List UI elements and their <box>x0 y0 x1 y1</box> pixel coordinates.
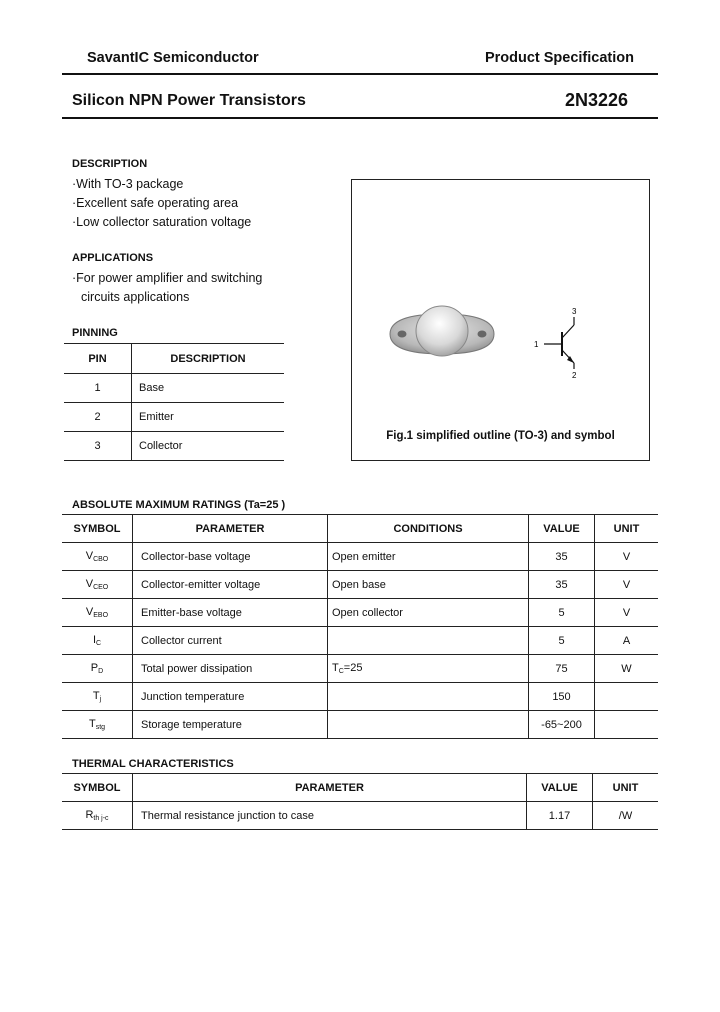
column-header: DESCRIPTION <box>132 344 285 374</box>
symbol-cell <box>62 543 133 571</box>
value-cell: 5 <box>529 599 595 627</box>
description-heading: DESCRIPTION <box>72 158 148 170</box>
parameter-cell: Total power dissipation <box>133 655 328 683</box>
product-family: Silicon NPN Power Transistors <box>72 92 306 109</box>
pin-description: Emitter <box>132 403 285 432</box>
symbol-cell <box>62 683 133 711</box>
conditions-cell: Open emitter <box>328 543 529 571</box>
symbol-cell <box>62 627 133 655</box>
symbol: I <box>92 634 96 646</box>
absolute-maximum-ratings-table <box>62 514 658 739</box>
symbol-subscript: j <box>99 696 102 703</box>
unit-cell: W <box>595 655 659 683</box>
symbol-subscript: EBO <box>93 612 109 619</box>
company-name: SavantIC Semiconductor <box>87 50 259 66</box>
header-rule-bottom <box>62 117 658 119</box>
symbol-subscript: stg <box>95 724 106 731</box>
value-cell: 35 <box>529 571 595 599</box>
column-header: PIN <box>64 344 132 374</box>
header-rule-top <box>62 73 658 75</box>
unit-cell: V <box>595 571 659 599</box>
pinning-heading: PINNING <box>72 327 118 339</box>
table-row <box>62 543 658 571</box>
condition-value: =25 <box>343 662 363 674</box>
symbol-subscript: C <box>96 640 102 647</box>
part-number: 2N3226 <box>564 90 628 110</box>
description-line: ·Low collector saturation voltage <box>72 215 252 229</box>
conditions-cell: Open base <box>328 571 529 599</box>
value-cell: 1.17 <box>527 802 593 830</box>
symbol-subscript: th j-c <box>93 815 109 822</box>
table-row <box>62 627 658 655</box>
pinning-table <box>64 343 284 461</box>
table-header-row <box>64 344 284 374</box>
column-header: SYMBOL <box>62 515 133 543</box>
unit-cell <box>595 683 659 711</box>
unit-cell: /W <box>593 802 659 830</box>
symbol: V <box>85 606 94 618</box>
value-cell: -65~200 <box>529 711 595 739</box>
symbol: T <box>88 718 96 730</box>
table-row <box>62 711 658 739</box>
symbol: R <box>85 809 94 821</box>
column-header: SYMBOL <box>62 774 133 802</box>
symbol-subscript: D <box>98 668 104 675</box>
table-row <box>62 683 658 711</box>
value-cell: 35 <box>529 543 595 571</box>
value-cell: 5 <box>529 627 595 655</box>
symbol: T <box>92 690 100 702</box>
pin-number: 3 <box>64 432 132 461</box>
symbol: V <box>85 550 94 562</box>
conditions-cell <box>328 655 529 683</box>
column-header: PARAMETER <box>133 774 527 802</box>
condition-subscript: C <box>338 668 344 675</box>
pin-description: Collector <box>132 432 285 461</box>
parameter-cell: Junction temperature <box>133 683 328 711</box>
parameter-cell: Emitter-base voltage <box>133 599 328 627</box>
symbol-cell <box>62 571 133 599</box>
symbol-cell <box>62 802 133 830</box>
parameter-cell: Collector current <box>133 627 328 655</box>
unit-cell: V <box>595 543 659 571</box>
column-header: UNIT <box>595 515 659 543</box>
parameter-cell: Storage temperature <box>133 711 328 739</box>
thermal-characteristics-table <box>62 773 658 830</box>
value-cell: 150 <box>529 683 595 711</box>
to3-package-image <box>382 298 502 370</box>
unit-cell: V <box>595 599 659 627</box>
symbol-subscript: CBO <box>93 556 109 563</box>
parameter-cell: Thermal resistance junction to case <box>133 802 527 830</box>
figure-caption: Fig.1 simplified outline (TO-3) and symbol <box>386 430 615 442</box>
column-header: VALUE <box>527 774 593 802</box>
doc-type: Product Specification <box>484 50 634 66</box>
symbol-subscript: CEO <box>93 584 109 591</box>
table-row <box>62 802 658 830</box>
table-row <box>64 432 284 461</box>
description-line: ·Excellent safe operating area <box>72 196 239 210</box>
unit-cell: A <box>595 627 659 655</box>
unit-cell <box>595 711 659 739</box>
symbol: V <box>85 578 94 590</box>
symbol: P <box>90 662 99 674</box>
value-cell: 75 <box>529 655 595 683</box>
conditions-cell <box>328 627 529 655</box>
parameter-cell: Collector-base voltage <box>133 543 328 571</box>
parameter-cell: Collector-emitter voltage <box>133 571 328 599</box>
conditions-cell: Open collector <box>328 599 529 627</box>
npn-symbol-icon <box>532 305 592 380</box>
figure-box <box>351 179 650 461</box>
description-line: ·With TO-3 package <box>72 177 184 191</box>
table-row <box>64 374 284 403</box>
table-header-row <box>62 515 658 543</box>
symbol-cell <box>62 599 133 627</box>
pin-label-collector: 3 <box>572 307 577 316</box>
symbol-cell <box>62 655 133 683</box>
table-row <box>62 571 658 599</box>
pin-number: 1 <box>64 374 132 403</box>
column-header: VALUE <box>529 515 595 543</box>
pin-label-emitter: 2 <box>572 371 577 380</box>
column-header: CONDITIONS <box>328 515 529 543</box>
conditions-cell <box>328 683 529 711</box>
applications-line: ·For power amplifier and switching <box>72 271 263 285</box>
symbol-cell <box>62 711 133 739</box>
table-row <box>62 655 658 683</box>
conditions-cell <box>328 711 529 739</box>
pin-label-base: 1 <box>534 340 539 349</box>
applications-heading: APPLICATIONS <box>72 252 154 264</box>
applications-line: circuits applications <box>81 290 190 304</box>
pin-description: Base <box>132 374 285 403</box>
pin-number: 2 <box>64 403 132 432</box>
condition-symbol: T <box>332 662 339 674</box>
table-header-row <box>62 774 658 802</box>
column-header: UNIT <box>593 774 659 802</box>
table-row <box>64 403 284 432</box>
ratings-heading: ABSOLUTE MAXIMUM RATINGS (Ta=25 ) <box>72 499 286 511</box>
thermal-heading: THERMAL CHARACTERISTICS <box>72 758 234 770</box>
table-row <box>62 599 658 627</box>
column-header: PARAMETER <box>133 515 328 543</box>
